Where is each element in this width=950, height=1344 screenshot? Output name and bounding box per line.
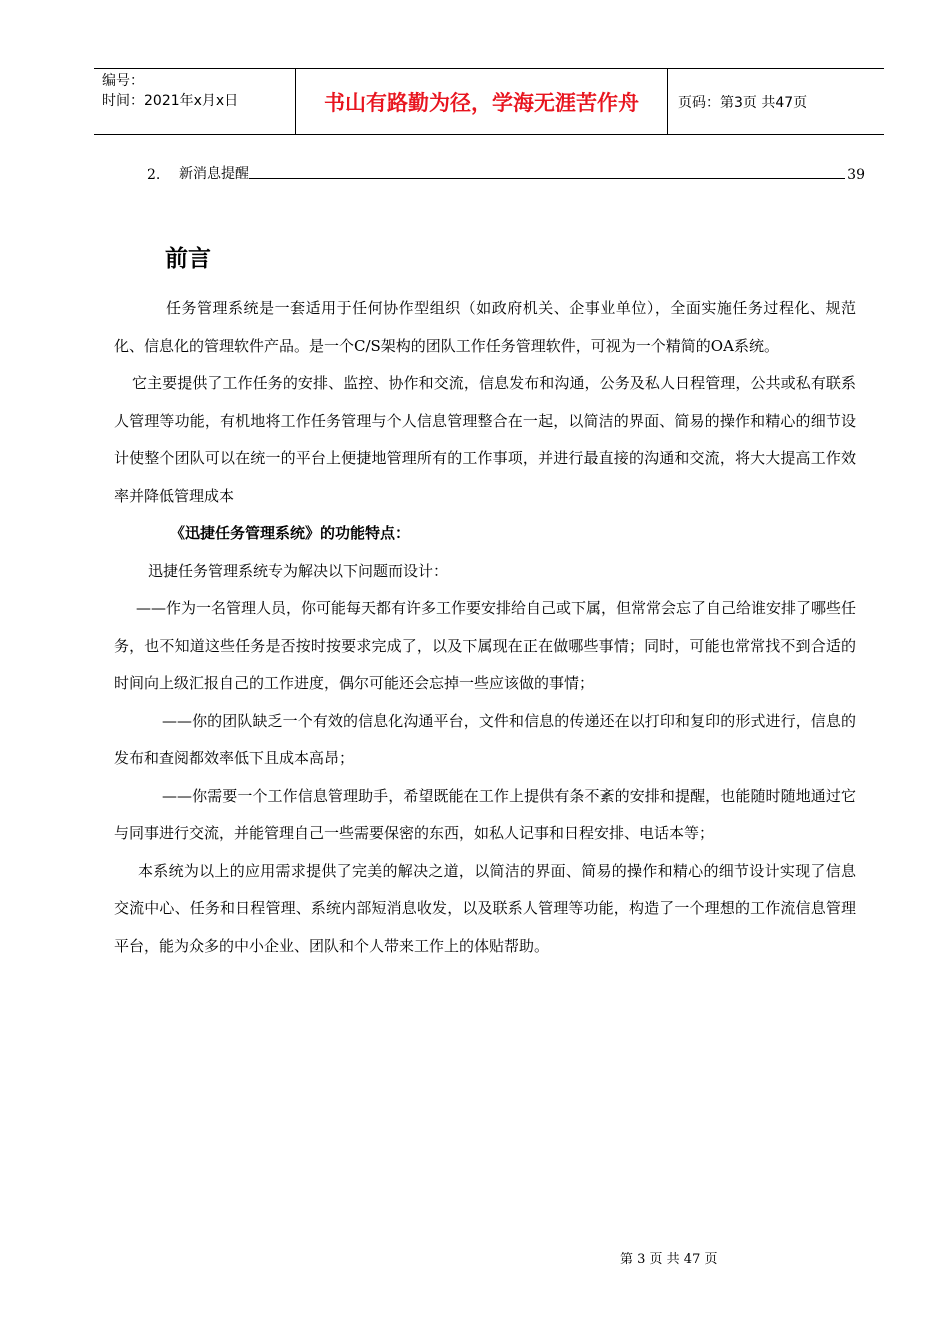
toc-entry[interactable]: [147, 161, 865, 183]
paragraph-problem-communication: ——你的团队缺乏一个有效的信息化沟通平台，文件和信息的传递还在以打印和复印的形式进行，信息的发布和查阅都效率低下且成本高昂；: [114, 711, 856, 767]
paragraph-problem-assistant: ——你需要一个工作信息管理助手，希望既能在工作上提供有条不紊的安排和提醒，也能随时随地通过它与同事进行交流，并能管理自己一些需要保密的东西，如私人记事和日程安排、电话本等；: [114, 786, 856, 842]
paragraph-problem-manager: ——作为一名管理人员，你可能每天都有许多工作要安排给自己或下属，但常常会忘了自己给谁安排了哪些任务，也不知道这些任务是否按时按要求完成了，以及下属现在正在做哪些事情；同时，可能也常常找不到合适的时间向上级汇报自己的工作进度，偶尔可能还会忘掉一些应该做的事情；: [114, 599, 857, 692]
toc-leader: [249, 177, 845, 179]
header-motto: 书山有路勤为径，学海无涯苦作舟: [295, 69, 668, 134]
document-body: [114, 290, 856, 965]
header-meta: [94, 69, 295, 134]
section-subheading: 《迅捷任务管理系统》的功能特点：: [170, 524, 411, 542]
toc-page-number: 39: [847, 167, 865, 183]
paragraph-intro: 任务管理系统是一套适用于任何协作型组织（如政府机关、企事业单位），全面实施任务过程化、规范化、信息化的管理软件产品。是一个C/S架构的团队工作任务管理软件，可视为一个精简的OA系统。: [114, 299, 856, 355]
page-header: [94, 68, 884, 135]
paragraph-features: 它主要提供了工作任务的安排、监控、协作和交流，信息发布和沟通，公务及私人日程管理，公共或私有联系人管理等功能，有机地将工作任务管理与个人信息管理整合在一起，以简洁的界面、简易的操作和精心的细节设计使整个团队可以在统一的平台上便捷地管理所有的工作事项，并进行最直接的沟通和交流，将大大提高工作效率并降低管理成本: [114, 374, 856, 505]
page-footer: 第 3 页 共 47 页: [620, 1252, 718, 1267]
time-label: 时间：2021年x月x日: [102, 93, 239, 109]
paragraph-purpose: 迅捷任务管理系统专为解决以下问题而设计：: [148, 561, 449, 580]
number-label: 编号：: [102, 73, 144, 89]
page-title: 前言: [165, 246, 211, 272]
paragraph-solution: 本系统为以上的应用需求提供了完美的解决之道，以简洁的界面、简易的操作和精心的细节设计实现了信息交流中心、任务和日程管理、系统内部短消息收发，以及联系人管理等功能，构造了一个理想的工作流信息管理平台，能为众多的中小企业、团队和个人带来工作上的体贴帮助。: [114, 861, 856, 955]
toc-label: 新消息提醒: [179, 166, 249, 182]
toc-number: 2.: [147, 167, 161, 183]
header-page-label: 页码：第3页 共47页: [678, 94, 808, 111]
